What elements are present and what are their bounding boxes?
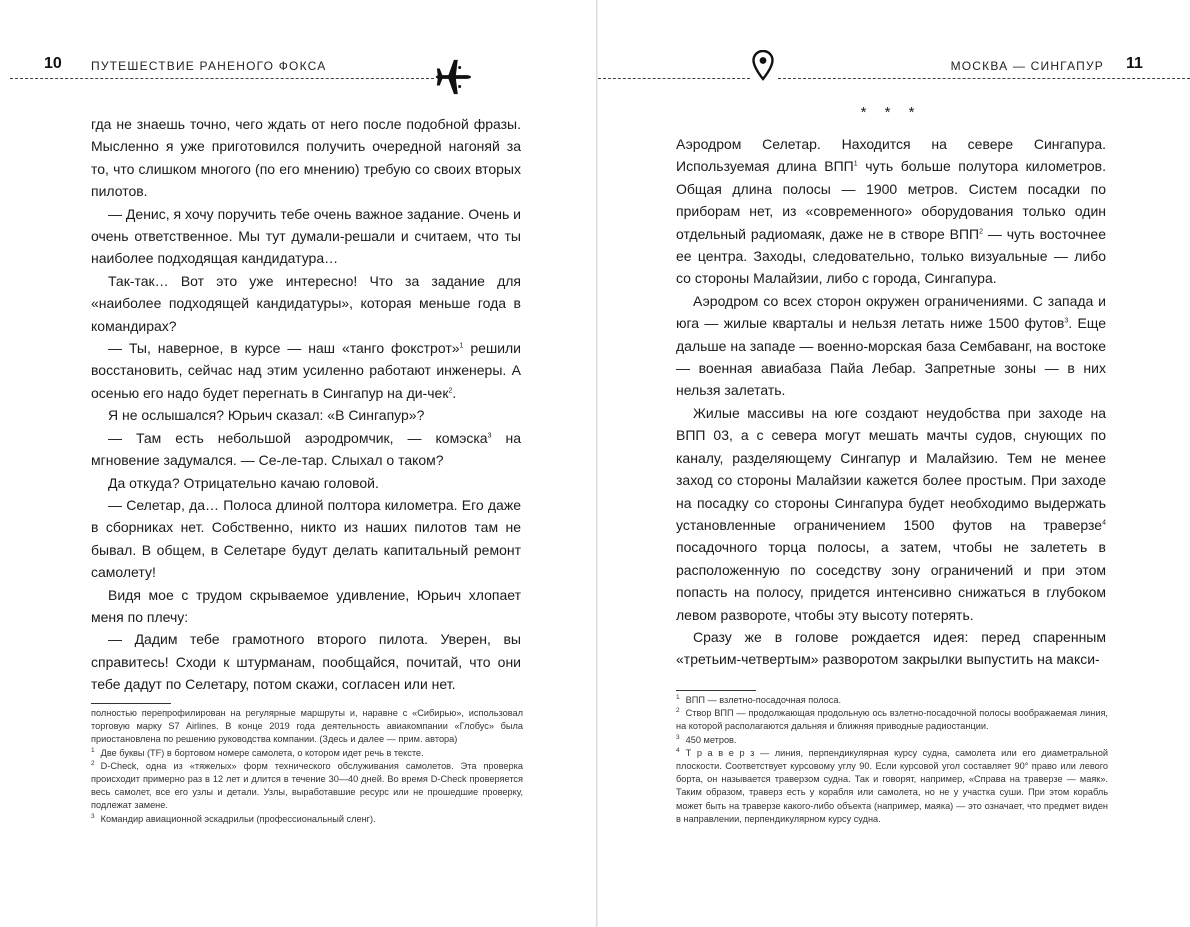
footnote-ref: 2 [448, 387, 453, 395]
paragraph-text: — Селетар, да… Полоса длиной полтора километра. Его даже в сборниках нет. Собственно, никто из наших пилотов там не бывал. В общем, в Селетаре будут делать капитальный ремонт самолету! [91, 496, 521, 581]
paragraph [91, 427, 521, 472]
paragraph [676, 626, 1106, 671]
paragraph [91, 404, 521, 426]
footnote-ref: 1 [853, 160, 858, 168]
footnote-number: 2 [676, 707, 680, 715]
footnote-number: 1 [676, 693, 680, 701]
footnote-text: D-Check, одна из «тяжелых» форм технического обслуживания самолетов. Эта проверка происходит примерно раз в 12 лет и длится в течение 30—40 дней. Во время D-Check проверяется весь самолет, все его узлы и детали. Узлы, выработавшие ресурс или не прошедшие проверку, подлежат замене. [91, 760, 523, 811]
paragraph-text: Видя мое с трудом скрываемое удивление, Юрьич хлопает меня по плечу: [91, 586, 521, 625]
paragraph [91, 584, 521, 629]
paragraph [91, 494, 521, 584]
footnote [676, 747, 1108, 826]
footnote [676, 734, 1108, 747]
footnote-ref: 3 [487, 432, 492, 440]
header-divider-left [10, 78, 434, 79]
footnote-text: 450 метров. [685, 734, 737, 745]
header-divider-right-short [598, 78, 750, 79]
footnote-text: Т р а в е р з — линия, перпендикулярная курсу судна, самолета или его диаметральной плоскости. Соответствует курсовому углу 90. Если курсовой угол составляет 90° право или левого борта, он называется траверзом судна. Так и говорят, например, «Справа на траверзе — маяк». Таким образом, траверз есть у корабля или самолета, но не у участка суши. При этом корабль может быть на траверзе какого-либо объекта (например, маяка) — это означает, что предмет виден в направлении, перпендикулярном курсу судна. [676, 747, 1108, 824]
paragraph-text: гда не знаешь точно, чего ждать от него после подобной фразы. Мысленно я уже приготовился получить очередной нагоняй за то, что слишком многого (по его мнению) требую со своих вторых пилотов. [91, 116, 521, 200]
paragraph-text: . Еще дальше на западе — военно-морская база Сембаванг, на востоке — военная авиабаза Пайа Лебар. Запретные зоны — в них нельзя залетать. [676, 315, 1106, 399]
paragraph-text: Жилые массивы на юге создают неудобства при заходе на ВПП 03, а с севера могут мешать мачты судов, снующих по каналу, разделяющему Сингапур и Малайзию. Тем не менее заход со стороны Малайзии кажется более простым. При заходе на посадку со стороны Сингапура будет необходимо выдержать установленные ограничением 1500 футов на траверзе [676, 404, 1106, 533]
right-footnotes [676, 694, 1108, 826]
paragraph-text: чуть больше полутора километров. Общая длина полосы — 1900 метров. Систем посадки по приборам нет, из «современного» оборудования только один отдельный радиомаяк, даже не в створе ВПП [676, 158, 1107, 242]
footnote-number: 3 [676, 733, 680, 741]
paragraph [676, 402, 1106, 626]
left-body-text [91, 113, 521, 696]
paragraph-text: — Ты, наверное, в курсе — наш «танго фокстрот» [108, 340, 460, 357]
footnote-ref: 3 [1064, 317, 1069, 325]
footnote-number: 2 [91, 759, 95, 767]
running-head-right: МОСКВА — СИНГАПУР [950, 59, 1104, 73]
footnote-number: 4 [676, 746, 680, 754]
paragraph-text: Так-так… Вот это уже интересно! Что за задание для «наиболее подходящей кандидатуры», которая меньше года в командирах? [91, 272, 521, 334]
footnote [91, 747, 523, 760]
paragraph [676, 290, 1106, 402]
paragraph-text: Да откуда? Отрицательно качаю головой. [108, 474, 379, 491]
left-footnotes [91, 707, 523, 826]
paragraph-text: — Денис, я хочу поручить тебе очень важное задание. Очень и очень ответственное. Мы тут думали-решали и считаем, что ты наиболее подходящая кандидатура… [91, 205, 521, 267]
airplane-icon [434, 58, 472, 96]
paragraph-text: Я не ослышался? Юрьич сказал: «В Сингапур»? [108, 407, 425, 424]
footnote-text: полностью перепрофилирован на регулярные маршруты и, наравне с «Сибирью», использовал торговую марку S7 Airlines. В конце 2019 года деятельность авиакомпании «Глобус» была приостановлена по решению руководства компании. (Здесь и далее — прим. автора) [91, 708, 523, 745]
paragraph-text: посадочного торца полосы, а затем, чтобы не залететь в расположенную по соседству зону ограничений и при этом попасть на полосу, придется интенсивно снижаться в глубоком левом развороте, чтобы эту высоту потерять. [676, 539, 1106, 623]
paragraph [676, 133, 1106, 290]
footnote-rule-right [676, 690, 756, 691]
footnote-text: Две буквы (TF) в бортовом номере самолета, о котором идет речь в тексте. [100, 747, 424, 758]
footnote [676, 707, 1108, 733]
paragraph-text: решили восстановить, сейчас над этим усиленно работают инженеры. А осенью его надо будет перегнать в Сингапур на ди-чек [91, 340, 521, 401]
footnote-number: 1 [91, 746, 95, 754]
paragraph-text: . [452, 384, 457, 401]
paragraph [91, 472, 521, 494]
paragraph [91, 113, 521, 203]
paragraph [91, 270, 521, 337]
map-pin-icon [752, 50, 774, 81]
footnote [91, 813, 523, 826]
header-divider-right [778, 78, 1190, 79]
footnote-rule-left [91, 703, 171, 704]
running-head-left: ПУТЕШЕСТВИЕ РАНЕНОГО ФОКСА [91, 59, 327, 73]
paragraph [91, 337, 521, 404]
paragraph-text: — Дадим тебе грамотного второго пилота. Уверен, вы справитесь! Сходи к штурманам, пообщайся, почитай, что они тебе дадут по Селетару, потом скажи, согласен или нет. [91, 631, 521, 693]
footnote-text: Командир авиационной эскадрильи (профессиональный сленг). [100, 813, 376, 824]
paragraph [91, 203, 521, 270]
footnote-number: 3 [91, 812, 95, 820]
footnote-ref: 4 [1102, 519, 1106, 527]
footnote-text: Створ ВПП — продолжающая продольную ось взлетно-посадочной полосы воображаемая линия, на которой располагаются дальняя и ближняя приводные радиостанции. [676, 708, 1108, 732]
paragraph-text: Аэродром Селетар. Находится на севере Сингапура. Используемая длина ВПП [676, 136, 1106, 175]
footnote [676, 694, 1108, 707]
right-page [598, 0, 1190, 927]
footnote [91, 760, 523, 813]
section-break: * * * [860, 104, 922, 121]
paragraph-text: Аэродром со всех сторон окружен ограничениями. С запада и юга — жилые кварталы и нельзя летать ниже 1500 футов [676, 292, 1106, 332]
paragraph-text: Сразу же в голове рождается идея: перед спаренным «третьим-четвертым» разворотом закрылки выпустить на макси- [676, 628, 1106, 668]
paragraph [91, 628, 521, 695]
paragraph-text: — Там есть небольшой аэродромчик, — комэска [108, 429, 488, 446]
right-body-text [676, 133, 1106, 671]
page-number-right: 11 [1126, 55, 1143, 72]
page-number-left: 10 [44, 55, 62, 72]
footnote-ref: 1 [459, 342, 464, 350]
paragraph-text: на мгновение задумался. — Се-ле-тар. Слыхал о таком? [91, 429, 521, 469]
footnote [91, 707, 523, 747]
paragraph-text: — чуть восточнее ее центра. Заходы, следовательно, только визуальные — либо со стороны Малайзии, либо с города, Сингапура. [676, 225, 1106, 287]
footnote-ref: 2 [979, 227, 984, 235]
footnote-text: ВПП — взлетно-посадочная полоса. [685, 695, 842, 705]
